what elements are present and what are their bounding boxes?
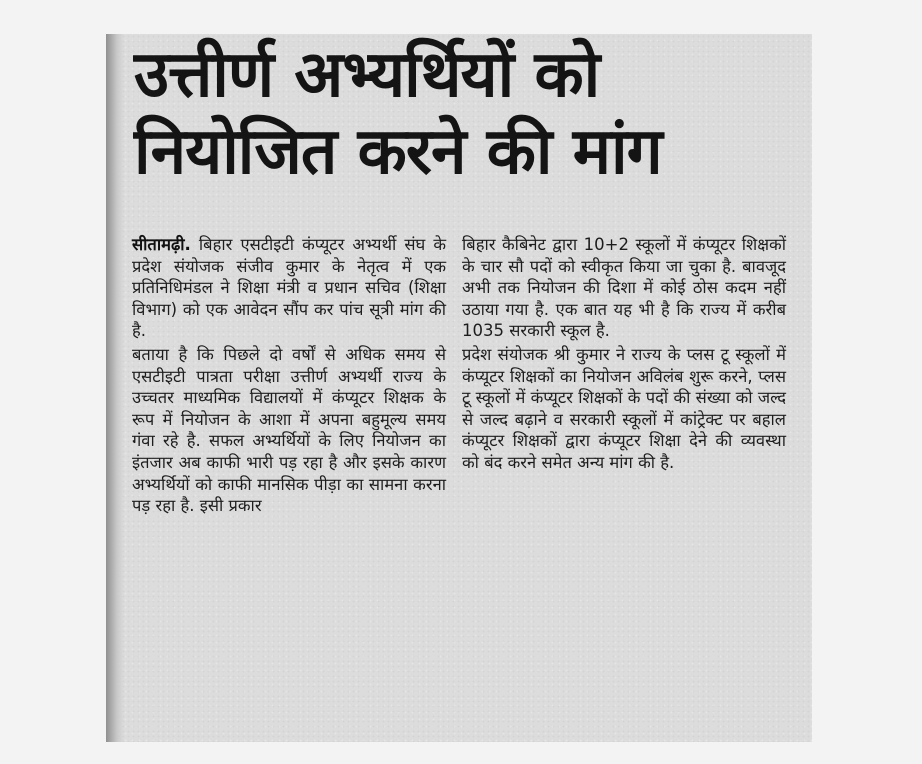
paragraph: प्रदेश संयोजक श्री कुमार ने राज्य के प्लस टू स्कूलों में कंप्यूटर शिक्षकों का नियोजन अविलंब शुरू करने, प्लस टू स्कूलों में कंप्यूटर शिक्षकों के पदों की संख्या को जल्द से जल्द बढ़ाने व सरकारी स्कूलों में कांट्रेक्ट पर बहाल कंप्यूटर शिक्षकों द्वारा कंप्यूटर शिक्षा देने की व्यवस्था को बंद करने समेत अन्य मांग की है.	[462, 344, 786, 472]
newspaper-clipping	[106, 34, 812, 742]
paragraph: बताया है कि पिछले दो वर्षों से अधिक समय से एसटीइटी पात्रता परीक्षा उत्तीर्ण अभ्यर्थी राज्य के उच्चतर माध्यमिक विद्यालयों में कंप्यूटर शिक्षक के रूप में नियोजन के आशा में अपना बहुमूल्य समय गंवा रहे है. सफल अभ्यर्थियों के लिए नियोजन का इंतजार अब काफी भारी पड़ रहा है और इसके कारण अभ्यर्थियों को काफी मानसिक पीड़ा का सामना करना पड़ रहा है. इसी प्रकार	[132, 344, 446, 516]
headline	[134, 38, 794, 190]
headline-line-1: उत्तीर्ण अभ्यर्थियों को	[134, 38, 600, 112]
article-column-right	[462, 234, 786, 474]
scan-edge-shadow	[106, 34, 124, 742]
paragraph-text: बिहार एसटीइटी कंप्यूटर अभ्यर्थी संघ के प्रदेश संयोजक संजीव कुमार के नेतृत्व में एक प्रतिनिधिमंडल ने शिक्षा मंत्री व प्रधान सचिव (शिक्षा विभाग) को एक आवेदन सौंप कर पांच सूत्री मांग की है.	[132, 235, 446, 341]
paragraph	[132, 234, 446, 342]
article-column-left	[132, 234, 446, 517]
paragraph: बिहार कैबिनेट द्वारा 10+2 स्कूलों में कंप्यूटर शिक्षकों के चार सौ पदों को स्वीकृत किया जा चुका है. बावजूद अभी तक नियोजन की दिशा में कोई ठोस कदम नहीं उठाया गया है. एक बात यह भी है कि राज्य में करीब 1035 सरकारी स्कूल है.	[462, 235, 786, 341]
dateline: सीतामढ़ी.	[132, 235, 191, 254]
headline-line-2: नियोजित करने की मांग	[134, 115, 662, 190]
